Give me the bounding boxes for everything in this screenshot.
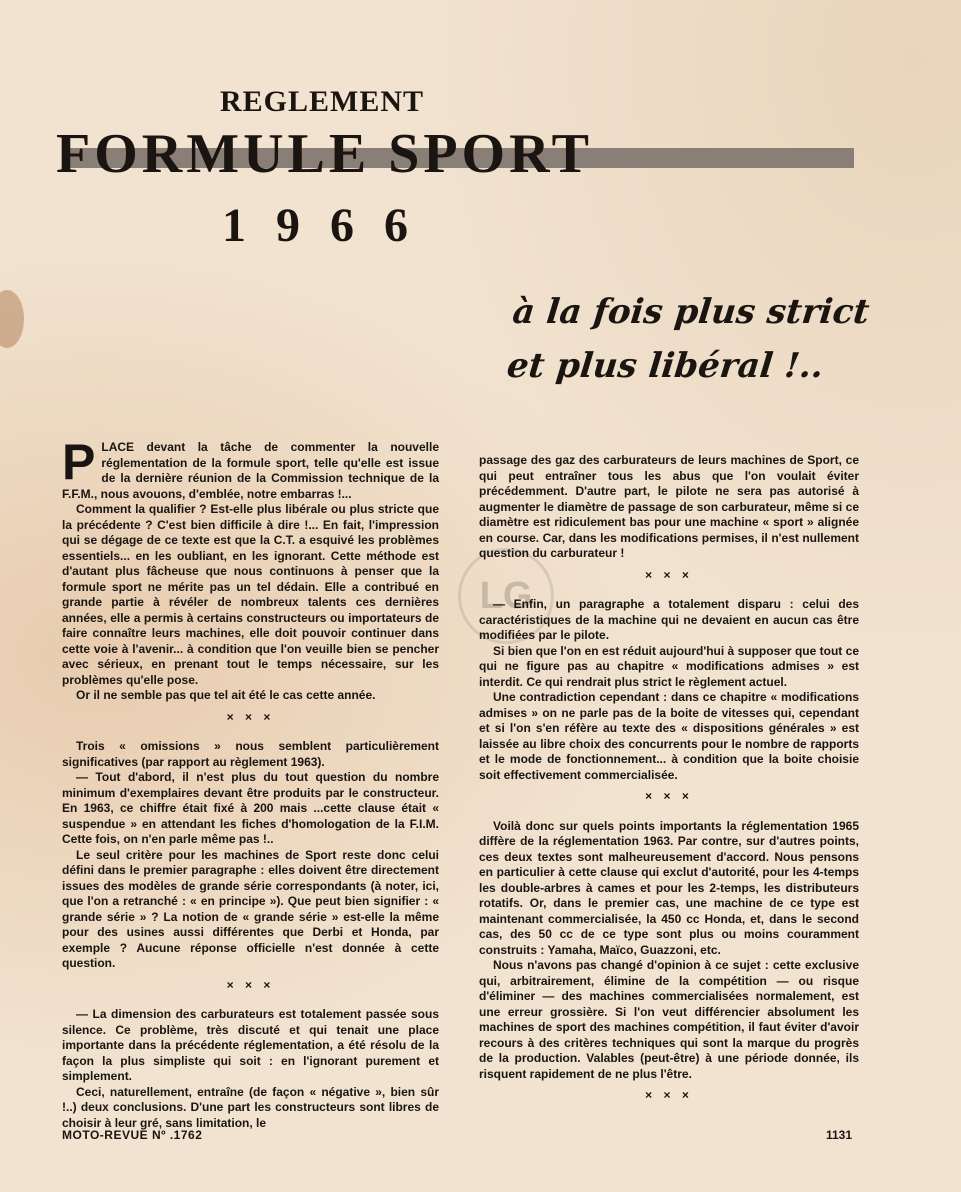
paragraph: passage des gaz des carburateurs de leurs machines de Sport, ce qui peut entraîner tous les abus que l'on voulait éviter précédemment. D'autre part, le pilote ne sera pas autorisé à augmenter le diamètre de passage de son carburateur, même si ce diamètre est ridiculement bas pour une machine « sport » alignée en course. Car, dans les modifications permises, il n'est nullement question du carburateur ! (479, 453, 859, 560)
paragraph: Le seul critère pour les machines de Sport reste donc celui défini dans le premier paragraphe : elles doivent être directement issues des modèles de grande série correspondants (à noter, ici, que l'on a retranché : « en principe »). Que peut bien signifier : « grande série » ? La notion de « grande série » est-elle la même pour des usines aussi différentes que Derbi et Honda, par exemple ? Aucune réponse officielle n'est donnée à cette question. (62, 847, 439, 970)
left-column (62, 434, 439, 1131)
right-column (479, 453, 859, 1118)
tagline: à la fois plus strict et plus libéral !.. (505, 292, 872, 386)
section-separator: × × × (645, 1088, 693, 1102)
footer-magazine-issue: MOTO-REVUE Nº .1762 (62, 1128, 203, 1142)
intro-paragraph: PLACE devant la tâche de commenter la nouvelle réglementation de la formule sport, telle qu'elle est issue de la dernière réunion de la Commission technique de la F.F.M., nous avouons, d'emblée, notre embarras !... (62, 434, 439, 501)
kicker-title: REGLEMENT (220, 85, 425, 118)
paragraph: — Tout d'abord, il n'est plus du tout question du nombre minimum d'exemplaires devant être produits par le constructeur. En 1963, ce chiffre était fixé à 200 mais ...cette clause était « suspendue » en attendant les fiches d'homologation de la F.I.M. Cette fois, on n'en parle même pas !.. (62, 770, 439, 846)
paragraph: Une contradiction cependant : dans ce chapitre « modifications admises » on ne parle pas de la boite de vitesses qui, cependant et si l'on s'en réfère au texte des « dispositions générales » est laissée au libre choix des concurrents pour le nombre de rapports et le mode de fonctionnement... à condition que la boite choisie soit effectivement commercialisée. (479, 690, 859, 782)
paragraph: Ceci, naturellement, entraîne (de façon « négative », bien sûr !..) deux conclusions. D'une part les constructeurs sont libres de choisir à leur gré, sans limitation, le (62, 1084, 439, 1130)
main-title: FORMULE SPORT (56, 123, 593, 185)
dropcap: P (62, 434, 96, 490)
paragraph: Trois « omissions » nous semblent particulièrement significatives (par rapport au règlement 1963). (62, 739, 439, 769)
section-separator: × × × (226, 977, 275, 992)
watermark-logo: LG (458, 548, 554, 644)
paper-stain (0, 290, 24, 348)
footer-page-number: 1131 (826, 1128, 853, 1142)
paragraph: Voilà donc sur quels points importants la réglementation 1965 diffère de la réglementation 1963. Par contre, sur d'autres points, ces deux textes sont malheureusement d'accord. Nous pensons en particulier à cette clause qui exclut d'autorité, pour les 4-temps les double-arbres à cames et pour les 2-temps, les distributeurs rotatifs. Or, dans le premier cas, une machine de ce type est maintenant commercialisée, la 450 cc Honda, et, dans le second cas, des 50 cc de ce type sont plus ou moins couramment construits : Yamaha, Maïco, Guazzoni, etc. (479, 818, 859, 957)
title-year: 1966 (222, 199, 438, 252)
section-separator: × × × (645, 789, 693, 803)
paragraph: Comment la qualifier ? Est-elle plus libérale ou plus stricte que la précédente ? C'est bien difficile à dire !... En fait, l'impression qui se dégage de ce texte est que la C.T. a esquivé les problèmes essentiels... en les oubliant, en les ignorant. Cette méthode est d'autant plus fâcheuse que nous continuons à penser que la formule sport ne mérite pas un tel dédain. Elle a contribué en grande partie à révéler de nombreux talents ces dernières années, elle a permis à certains constructeurs ou importateurs de faire connaître leurs machines, elle doit pouvoir continuer dans cette voie à l'avenir... à condition que l'on veuille bien se pencher avec sérieux, en prenant tout le temps nécessaire, sur les problèmes qu'elle pose. (62, 502, 439, 687)
paragraph: Or il ne semble pas que tel ait été le cas cette année. (76, 688, 376, 702)
section-separator: × × × (226, 709, 275, 724)
paragraph: — La dimension des carburateurs est totalement passée sous silence. Ce problème, très discuté et qui tenait une place importante dans la précédente réglementation, a été résolu de la façon la plus simpliste qui soit : en l'ignorant purement et simplement. (62, 1007, 439, 1083)
section-separator: × × × (645, 567, 693, 582)
paragraph: Si bien que l'on en est réduit aujourd'hui à supposer que tout ce qui ne figure pas au chapitre « modifications admises » est interdit. Ce qui rendrait plus strict le règlement actuel. (479, 643, 859, 689)
paragraph: — Enfin, un paragraphe a totalement disparu : celui des caractéristiques de la machine qui ne devaient en aucun cas être modifiées par le pilote. (479, 597, 859, 642)
paragraph: Nous n'avons pas changé d'opinion à ce sujet : cette exclusive qui, arbitrairement, élimine de la compétition — ou risque d'éliminer — des machines commercialisées normalement, est une erreur grossière. Si l'on veut différencier absolument les machines de sport des machines compétition, il faut éviter d'avoir recours à des critères techniques qui sont la marque du progrès de la production. Valables (peut-être) à une période donnée, ils risquent rapidement de ne plus l'être. (479, 958, 859, 1081)
